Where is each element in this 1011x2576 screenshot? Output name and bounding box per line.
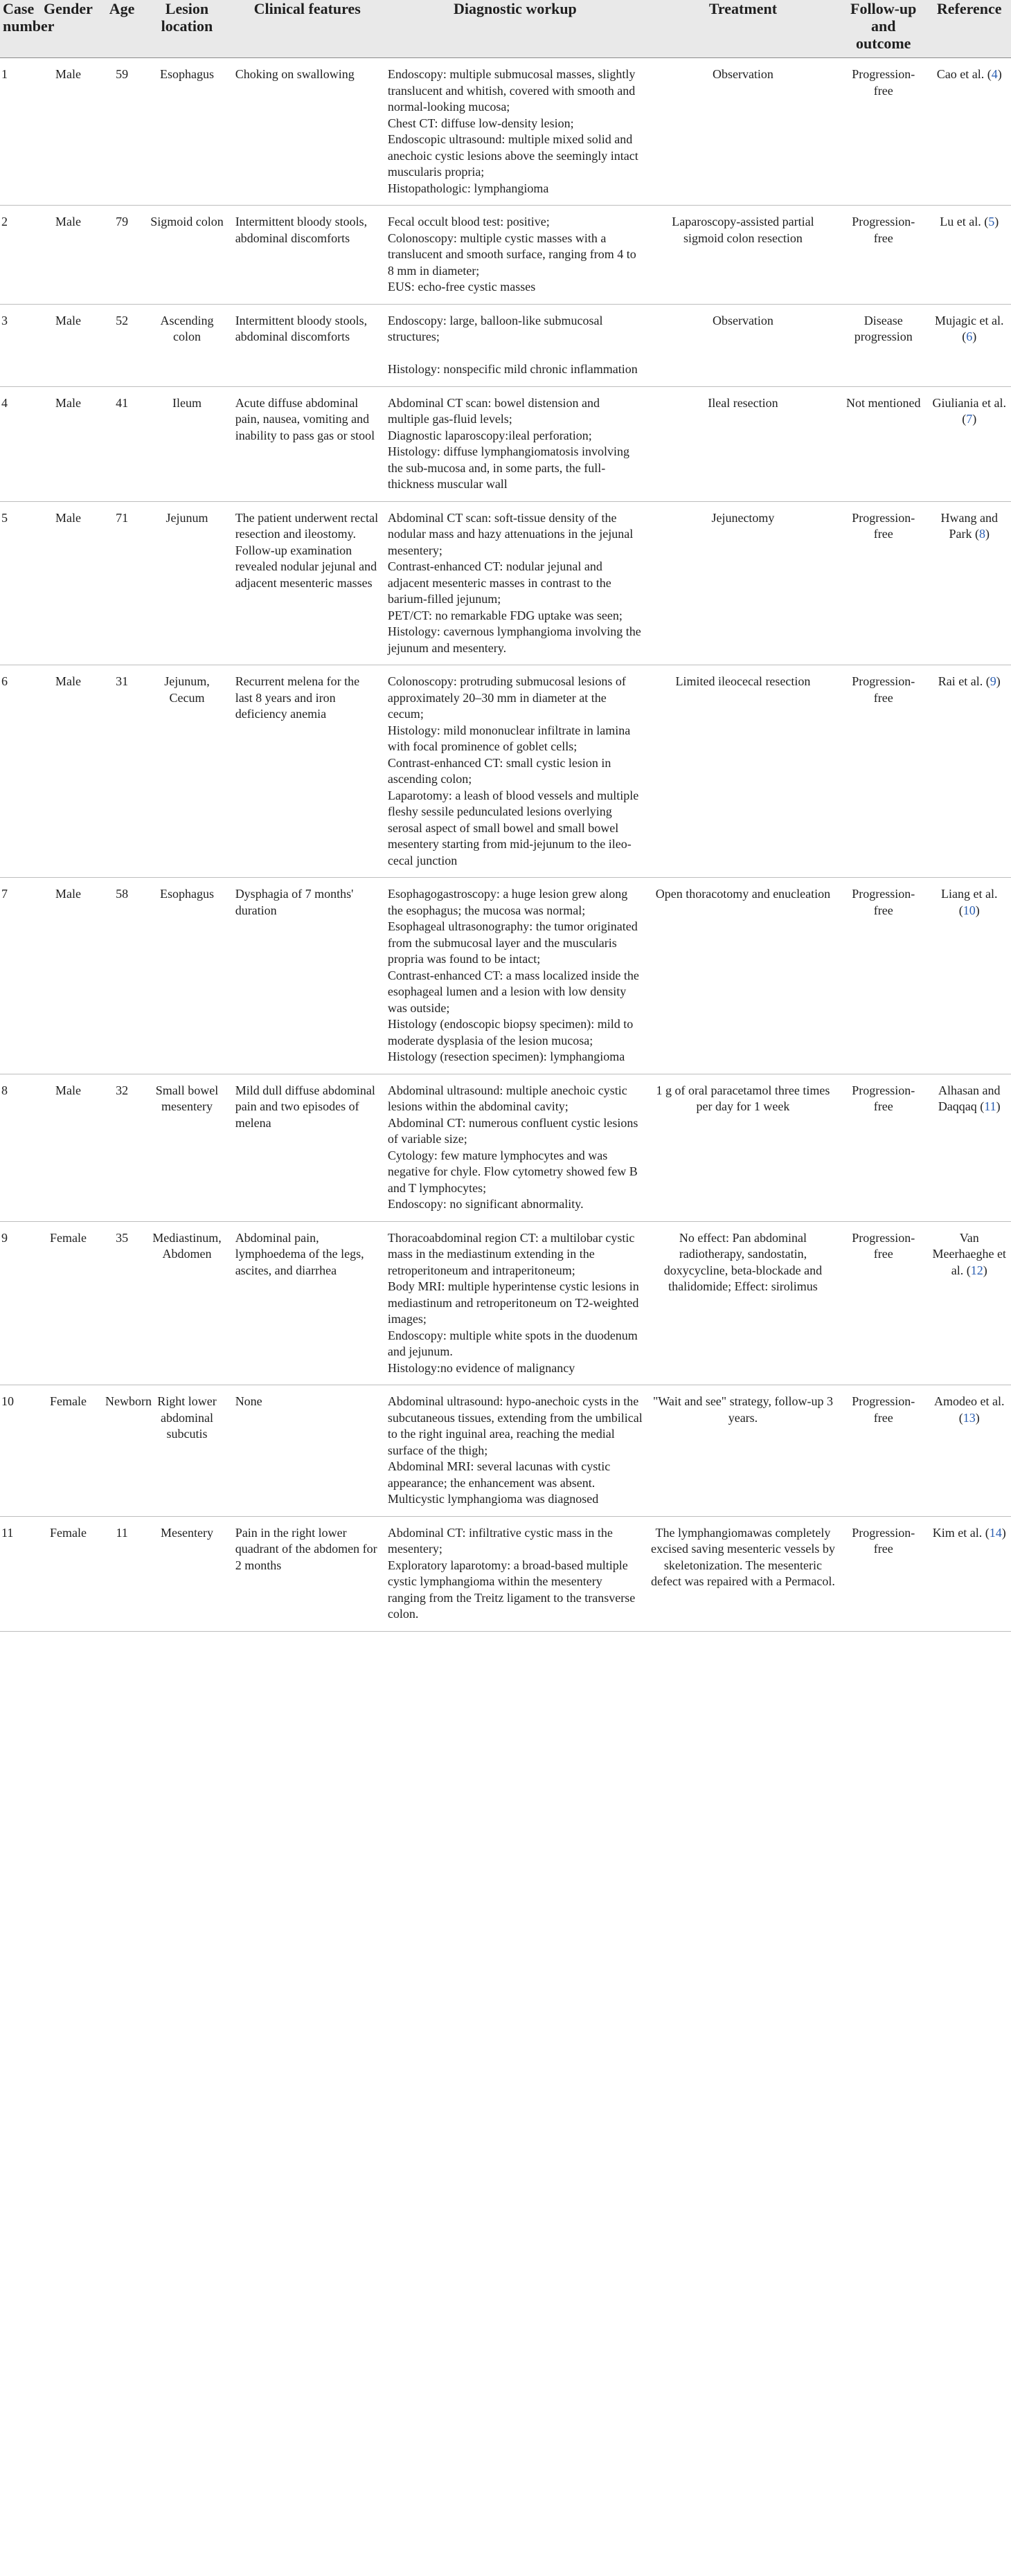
table-row	[0, 1074, 1011, 1221]
clinical-features-cell: None	[231, 1385, 384, 1517]
workup-line: Histology: nonspecific mild chronic inflammation	[387, 362, 638, 376]
workup-line: Colonoscopy: protruding submucosal lesions of approximately 20–30 mm in diameter at the cecum;	[387, 674, 626, 721]
workup-line: Abdominal MRI: several lacunas with cystic appearance; the enhancement was absent.	[387, 1459, 611, 1490]
workup-line: Contrast-enhanced CT: nodular jejunal and adjacent mesenteric masses in contrast to the barium-filled jejunum;	[387, 559, 611, 606]
reference-authors: Hwang and Park (	[940, 510, 998, 541]
clinical-features-cell: Abdominal pain, lymphoedema of the legs, ascites, and diarrhea	[231, 1221, 384, 1385]
table-row	[0, 1385, 1011, 1517]
lesion-location-cell: Ascending colon	[143, 304, 231, 386]
clinical-features-cell: Intermittent bloody stools, abdominal discomforts	[231, 206, 384, 305]
workup-line: Endoscopy: multiple white spots in the duodenum and jejunum.	[387, 1328, 638, 1358]
diagnostic-workup-cell	[384, 1385, 647, 1517]
age-cell: 32	[101, 1074, 143, 1221]
reference-close-paren: )	[994, 215, 999, 228]
treatment-cell: Jejunectomy	[647, 501, 839, 665]
reference-link[interactable]: 12	[970, 1263, 983, 1277]
reference-link[interactable]: 10	[963, 903, 976, 917]
lesion-location-cell: Esophagus	[143, 878, 231, 1074]
workup-line: Histology (resection specimen): lymphangioma	[387, 1050, 625, 1063]
reference-close-paren: )	[985, 527, 990, 541]
treatment-cell: Limited ileocecal resection	[647, 665, 839, 878]
workup-line: Histopathologic: lymphangioma	[387, 181, 549, 195]
table-row	[0, 1221, 1011, 1385]
workup-line: Abdominal CT scan: soft-tissue density of the nodular mass and hazy attenuations in the jejunal mesentery;	[387, 510, 634, 557]
reference-close-paren: )	[996, 674, 1001, 688]
workup-line: Abdominal CT: numerous confluent cystic lesions of variable size;	[387, 1115, 638, 1146]
follow-up-cell: Progression-free	[839, 501, 927, 665]
treatment-cell: The lymphangiomawas completely excised saving mesenteric vessels by skeletonization. The mesenteric defect was repaired with a Permacol.	[647, 1516, 839, 1631]
clinical-features-cell: Dysphagia of 7 months' duration	[231, 878, 384, 1074]
clinical-features-cell: Mild dull diffuse abdominal pain and two episodes of melena	[231, 1074, 384, 1221]
case-number-cell: 6	[0, 665, 35, 878]
reference-close-paren: )	[996, 1099, 1001, 1113]
clinical-features-cell: Intermittent bloody stools, abdominal discomforts	[231, 304, 384, 386]
workup-line: Diagnostic laparoscopy:ileal perforation;	[387, 428, 592, 442]
reference-close-paren: )	[972, 330, 977, 343]
age-cell: 79	[101, 206, 143, 305]
diagnostic-workup-cell	[384, 206, 647, 305]
table-header	[0, 0, 1011, 58]
workup-line: Multicystic lymphangioma was diagnosed	[387, 1492, 599, 1506]
diagnostic-workup-cell	[384, 878, 647, 1074]
header-gender: Gender	[35, 0, 101, 58]
follow-up-cell: Progression-free	[839, 1221, 927, 1385]
clinical-features-cell: Recurrent melena for the last 8 years and iron deficiency anemia	[231, 665, 384, 878]
diagnostic-workup-cell	[384, 304, 647, 386]
reference-link[interactable]: 6	[966, 330, 973, 343]
age-cell: 35	[101, 1221, 143, 1385]
age-cell: Newborn	[101, 1385, 143, 1517]
treatment-cell: Observation	[647, 58, 839, 206]
table-row	[0, 878, 1011, 1074]
table-row	[0, 501, 1011, 665]
workup-line	[388, 345, 643, 362]
workup-line: Esophagogastroscopy: a huge lesion grew along the esophagus; the mucosa was normal;	[387, 887, 628, 917]
reference-authors: Amodeo et al. (	[933, 1394, 1005, 1425]
workup-line: Abdominal CT: infiltrative cystic mass in the mesentery;	[387, 1525, 613, 1556]
reference-close-paren: )	[1001, 1525, 1006, 1540]
diagnostic-workup-cell	[384, 58, 647, 206]
diagnostic-workup-cell	[384, 386, 647, 501]
header-lesion-location: Lesion location	[143, 0, 231, 58]
workup-line: Endoscopy: multiple submucosal masses, slightly translucent and whitish, covered with smooth and normal-looking mucosa;	[387, 67, 636, 114]
case-number-cell: 1	[0, 58, 35, 206]
case-number-cell: 9	[0, 1221, 35, 1385]
lesion-location-cell: Jejunum, Cecum	[143, 665, 231, 878]
workup-line: Abdominal ultrasound: multiple anechoic cystic lesions within the abdominal cavity;	[387, 1083, 627, 1113]
age-cell: 52	[101, 304, 143, 386]
table-body	[0, 58, 1011, 1632]
table-row	[0, 58, 1011, 206]
reference-link[interactable]: 14	[989, 1525, 1002, 1540]
header-row	[0, 0, 1011, 58]
table-row	[0, 206, 1011, 305]
case-number-cell: 4	[0, 386, 35, 501]
treatment-cell: Observation	[647, 304, 839, 386]
reference-cell	[927, 1385, 1011, 1517]
age-cell: 41	[101, 386, 143, 501]
age-cell: 59	[101, 58, 143, 206]
reference-link[interactable]: 7	[966, 412, 973, 426]
table-row	[0, 386, 1011, 501]
workup-line: Thoracoabdominal region CT: a multilobar cystic mass in the mediastinum extending in the retroperitoneum and intraperitoneum;	[387, 1230, 635, 1277]
age-cell: 58	[101, 878, 143, 1074]
reference-authors: Kim et al. (	[932, 1525, 990, 1540]
lesion-location-cell: Right lower abdominal subcutis	[143, 1385, 231, 1517]
reference-cell	[927, 665, 1011, 878]
clinical-features-cell: Acute diffuse abdominal pain, nausea, vomiting and inability to pass gas or stool	[231, 386, 384, 501]
clinical-features-cell: The patient underwent rectal resection and ileostomy. Follow-up examination revealed nodular jejunal and adjacent mesenteric masses	[231, 501, 384, 665]
workup-line: Esophageal ultrasonography: the tumor originated from the submucosal layer and the muscularis propria was found to be intact;	[387, 919, 638, 966]
follow-up-cell: Disease progression	[839, 304, 927, 386]
reference-cell	[927, 1516, 1011, 1631]
treatment-cell: "Wait and see" strategy, follow-up 3 years.	[647, 1385, 839, 1517]
workup-line: Histology:no evidence of malignancy	[387, 1360, 575, 1375]
gender-cell: Male	[35, 304, 101, 386]
treatment-cell: No effect: Pan abdominal radiotherapy, sandostatin, doxycycline, beta-blockade and thalidomide; Effect: sirolimus	[647, 1221, 839, 1385]
reference-close-paren: )	[983, 1263, 987, 1277]
gender-cell: Male	[35, 501, 101, 665]
reference-link[interactable]: 9	[990, 674, 996, 688]
reference-authors: Liang et al. (	[940, 887, 998, 917]
lesion-location-cell: Jejunum	[143, 501, 231, 665]
workup-line: Histology: mild mononuclear infiltrate in lamina with focal prominence of goblet cells;	[387, 723, 631, 753]
reference-close-paren: )	[972, 412, 977, 426]
lesion-location-cell: Ileum	[143, 386, 231, 501]
treatment-cell: 1 g of oral paracetamol three times per day for 1 week	[647, 1074, 839, 1221]
follow-up-cell: Progression-free	[839, 58, 927, 206]
lesion-location-cell: Small bowel mesentery	[143, 1074, 231, 1221]
follow-up-cell: Progression-free	[839, 1385, 927, 1517]
gender-cell: Male	[35, 58, 101, 206]
reference-close-paren: )	[997, 67, 1002, 81]
case-number-cell: 2	[0, 206, 35, 305]
workup-line: Colonoscopy: multiple cystic masses with a translucent and smooth surface, ranging from 4 to 8 mm in diameter;	[387, 231, 636, 278]
case-number-cell: 7	[0, 878, 35, 1074]
reference-authors: Cao et al. (	[936, 67, 992, 81]
header-treatment: Treatment	[647, 0, 839, 58]
treatment-cell: Ileal resection	[647, 386, 839, 501]
workup-line: Histology (endoscopic biopsy specimen): mild to moderate dysplasia of the lesion mucosa;	[387, 1017, 634, 1047]
workup-line: Contrast-enhanced CT: small cystic lesion in ascending colon;	[387, 755, 611, 786]
workup-line: Fecal occult blood test: positive;	[387, 215, 550, 228]
workup-line: Chest CT: diffuse low-density lesion;	[387, 116, 574, 130]
follow-up-cell: Progression-free	[839, 878, 927, 1074]
reference-authors: Mujagic et al. (	[934, 313, 1004, 343]
table-row	[0, 304, 1011, 386]
reference-link[interactable]: 5	[988, 215, 995, 228]
reference-cell	[927, 1221, 1011, 1385]
age-cell: 11	[101, 1516, 143, 1631]
treatment-cell: Laparoscopy-assisted partial sigmoid colon resection	[647, 206, 839, 305]
header-diagnostic-workup: Diagnostic workup	[384, 0, 647, 58]
reference-link[interactable]: 11	[984, 1099, 996, 1113]
workup-line: Histology: cavernous lymphangioma involving the jejunum and mesentery.	[387, 624, 641, 655]
lesion-location-cell: Sigmoid colon	[143, 206, 231, 305]
workup-line: Abdominal CT scan: bowel distension and multiple gas-fluid levels;	[387, 395, 600, 426]
lesion-location-cell: Mediastinum, Abdomen	[143, 1221, 231, 1385]
diagnostic-workup-cell	[384, 1221, 647, 1385]
gender-cell: Male	[35, 386, 101, 501]
diagnostic-workup-cell	[384, 665, 647, 878]
follow-up-cell: Progression-free	[839, 1074, 927, 1221]
reference-cell	[927, 58, 1011, 206]
reference-cell	[927, 206, 1011, 305]
table-row	[0, 1516, 1011, 1631]
workup-line: Cytology: few mature lymphocytes and was negative for chyle. Flow cytometry showed few B and T lymphocytes;	[387, 1148, 638, 1195]
reference-cell	[927, 501, 1011, 665]
case-number-cell: 11	[0, 1516, 35, 1631]
header-case-number: Case number	[0, 0, 35, 58]
follow-up-cell: Progression-free	[839, 206, 927, 305]
diagnostic-workup-cell	[384, 1516, 647, 1631]
follow-up-cell: Progression-free	[839, 665, 927, 878]
lesion-location-cell: Mesentery	[143, 1516, 231, 1631]
gender-cell: Female	[35, 1221, 101, 1385]
workup-line: Exploratory laparotomy: a broad-based multiple cystic lymphangioma within the mesentery ranging from the Treitz ligament to the transverse colon.	[387, 1558, 636, 1621]
gender-cell: Female	[35, 1385, 101, 1517]
workup-line: EUS: echo-free cystic masses	[387, 280, 536, 294]
gender-cell: Male	[35, 1074, 101, 1221]
age-cell: 31	[101, 665, 143, 878]
lesion-location-cell: Esophagus	[143, 58, 231, 206]
clinical-features-cell: Choking on swallowing	[231, 58, 384, 206]
reference-cell	[927, 1074, 1011, 1221]
reference-close-paren: )	[975, 1410, 980, 1425]
reference-authors: Alhasan and Daqqaq (	[938, 1083, 1001, 1113]
workup-line: Endoscopic ultrasound: multiple mixed solid and anechoic cystic lesions above the seemingly intact muscularis propria;	[387, 132, 638, 179]
reference-cell	[927, 304, 1011, 386]
age-cell: 71	[101, 501, 143, 665]
treatment-cell: Open thoracotomy and enucleation	[647, 878, 839, 1074]
gender-cell: Male	[35, 665, 101, 878]
follow-up-cell: Not mentioned	[839, 386, 927, 501]
case-number-cell: 8	[0, 1074, 35, 1221]
workup-line: Abdominal ultrasound: hypo-anechoic cysts in the subcutaneous tissues, extending from the umbilical to the right inguinal area, reaching the medial surface of the thigh;	[387, 1394, 643, 1457]
gender-cell: Female	[35, 1516, 101, 1631]
workup-line: Endoscopy: large, balloon-like submucosal structures;	[387, 313, 603, 343]
reference-cell	[927, 386, 1011, 501]
header-clinical-features: Clinical features	[231, 0, 384, 58]
case-number-cell: 10	[0, 1385, 35, 1517]
diagnostic-workup-cell	[384, 1074, 647, 1221]
reference-link[interactable]: 8	[978, 527, 985, 541]
diagnostic-workup-cell	[384, 501, 647, 665]
header-age: Age	[101, 0, 143, 58]
reference-authors: Giuliania et al. (	[932, 395, 1006, 426]
case-number-cell: 5	[0, 501, 35, 665]
workup-line: Body MRI: multiple hyperintense cystic lesions in mediastinum and retroperitoneum on T2-weighted images;	[387, 1279, 639, 1326]
clinical-features-cell: Pain in the right lower quadrant of the abdomen for 2 months	[231, 1516, 384, 1631]
reference-cell	[927, 878, 1011, 1074]
header-reference: Reference	[927, 0, 1011, 58]
gender-cell: Male	[35, 878, 101, 1074]
workup-line: Laparotomy: a leash of blood vessels and multiple fleshy sessile pedunculated lesions overlying serosal aspect of small bowel and small bowel mesentery starting from mid-jejunum to the ileo-cecal junction	[387, 788, 639, 867]
reference-authors: Rai et al. (	[938, 674, 990, 688]
reference-close-paren: )	[975, 903, 980, 917]
reference-authors: Van Meerhaeghe et al. (	[932, 1230, 1006, 1277]
reference-link[interactable]: 13	[963, 1410, 976, 1425]
gender-cell: Male	[35, 206, 101, 305]
reference-link[interactable]: 4	[991, 67, 998, 81]
workup-line: Endoscopy: no significant abnormality.	[387, 1197, 584, 1211]
workup-line: Histology: diffuse lymphangiomatosis involving the sub-mucosa and, in some parts, the full-thickness muscular wall	[387, 444, 630, 491]
workup-line: PET/CT: no remarkable FDG uptake was seen;	[387, 608, 623, 622]
header-follow-up: Follow-up and outcome	[839, 0, 927, 58]
reference-authors: Lu et al. (	[940, 215, 989, 228]
case-number-cell: 3	[0, 304, 35, 386]
workup-line: Contrast-enhanced CT: a mass localized inside the esophageal lumen and a lesion with low density was outside;	[387, 968, 639, 1015]
table-row	[0, 665, 1011, 878]
follow-up-cell: Progression-free	[839, 1516, 927, 1631]
